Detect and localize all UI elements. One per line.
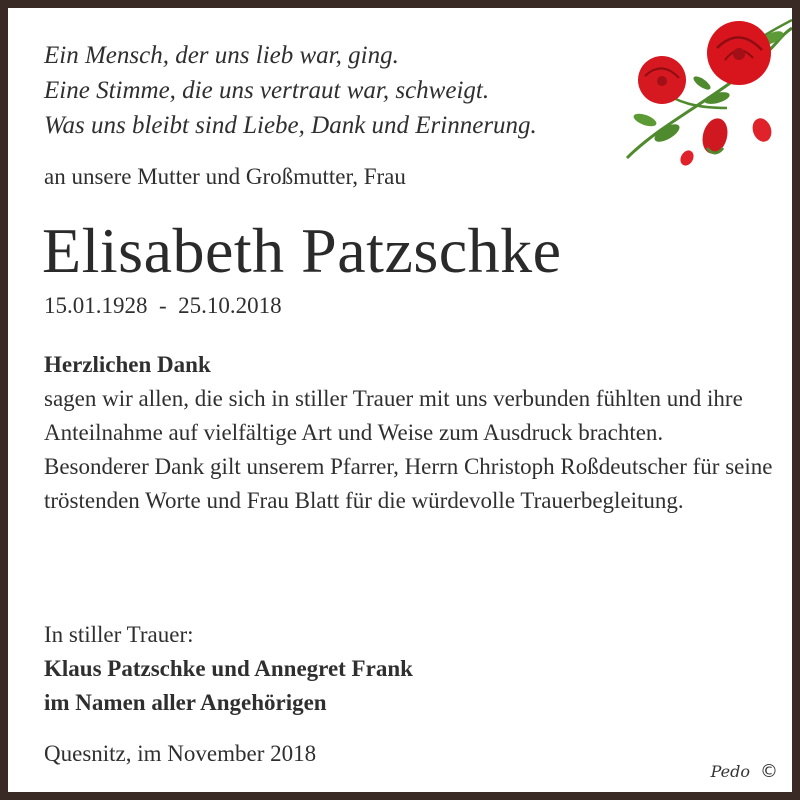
poem-line: Eine Stimme, die uns vertraut war, schweigt. xyxy=(44,77,490,104)
poem-line: Was uns bleibt sind Liebe, Dank und Erinnerung. xyxy=(44,112,537,139)
intro-line: an unsere Mutter und Großmutter, Frau xyxy=(44,164,406,189)
designer-signature: Pedo xyxy=(710,762,750,781)
mourning-section xyxy=(44,618,413,720)
roses-illustration xyxy=(567,8,792,178)
deceased-name: Elisabeth Patzschke xyxy=(42,215,562,286)
thanks-heading: Herzlichen Dank xyxy=(44,352,211,377)
thanks-section xyxy=(44,348,774,518)
memorial-poem xyxy=(44,38,537,143)
signers-line: im Namen aller Angehörigen xyxy=(44,690,327,715)
signers-line: Klaus Patzschke und Annegret Frank xyxy=(44,656,413,681)
life-dates: 15.01.1928 - 25.10.2018 xyxy=(44,293,282,318)
thanks-paragraph: sagen wir allen, die sich in stiller Trauer mit uns verbunden fühlten und ihre Anteilnahme auf vielfältige Art und Weise zum Ausdruck brachten. xyxy=(44,386,743,445)
place-date: Quesnitz, im November 2018 xyxy=(44,741,317,766)
thanks-paragraph: Besonderer Dank gilt unserem Pfarrer, Herrn Christoph Roßdeutscher für seine tröstenden Worte und Frau Blatt für die würdevolle Trauerbegleitung. xyxy=(44,454,773,513)
poem-line: Ein Mensch, der uns lieb war, ging. xyxy=(44,42,399,69)
credit xyxy=(711,761,778,782)
copyright-icon: © xyxy=(760,761,778,782)
mourning-label: In stiller Trauer: xyxy=(44,622,194,647)
